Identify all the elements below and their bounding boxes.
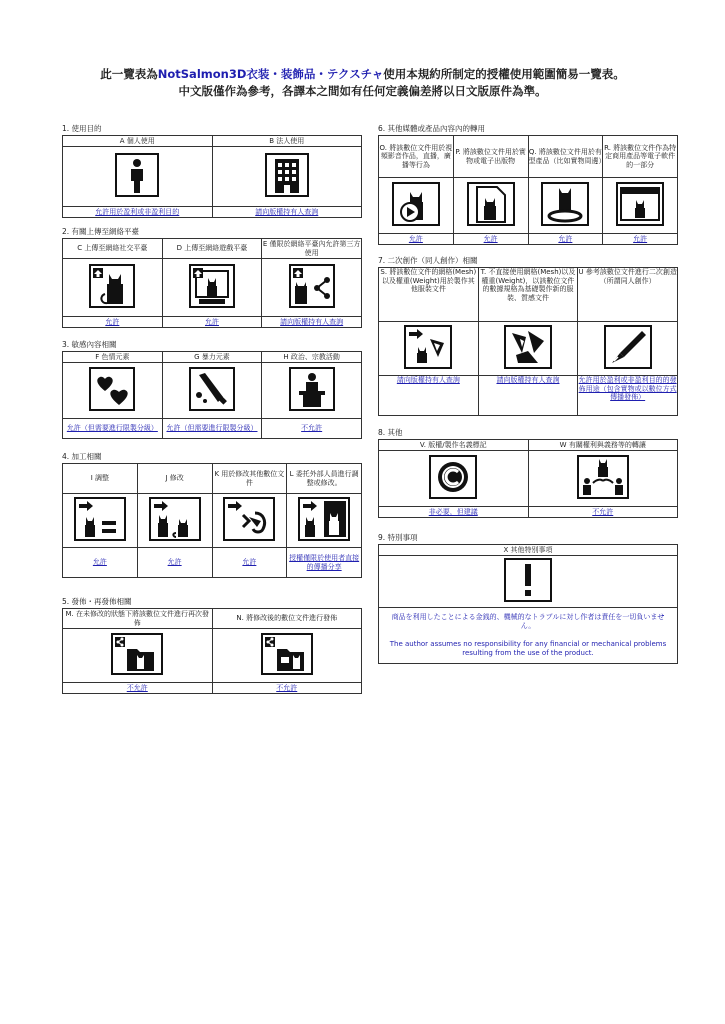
- mesh-transfer-icon: [404, 325, 452, 369]
- section-label: 2. 有關上傳至網絡平臺: [62, 227, 140, 236]
- result-allowed: 允許: [379, 234, 454, 245]
- result-inquire: 請向版權持有人查詢: [262, 317, 362, 328]
- result-allowed: 允許: [453, 234, 528, 245]
- result-allowed: 允許: [212, 548, 287, 578]
- result-not-allowed: 不允許: [262, 419, 362, 439]
- title-prefix: 此一覽表為: [100, 67, 158, 81]
- col-header: E 僅限於網絡平臺內允許第三方使用: [262, 240, 361, 257]
- section-label: 4. 加工相關: [62, 452, 102, 461]
- col-header: G 暴力元素: [162, 352, 262, 363]
- office-building-icon: [265, 153, 309, 197]
- result-allowed: 允許: [63, 548, 138, 578]
- outsource-icon: [298, 497, 350, 541]
- col-header: C 上傳至網絡社交平臺: [63, 239, 163, 259]
- section-processing: [62, 452, 362, 578]
- col-header: H 政治、宗教活動: [262, 352, 362, 363]
- section-redistribution: [62, 597, 362, 694]
- disclaimer-english: The author assumes no responsibility for any financial or mechanical problems resulting from the use of the product.: [389, 640, 667, 657]
- section-label: 8. 其他: [378, 428, 403, 437]
- result-limited: 授權僅限於使用者直接的傳播分享: [287, 548, 362, 578]
- result-inquire: 請向版權持有人查詢: [478, 376, 578, 416]
- col-header: D 上傳至網絡遊戲平臺: [162, 239, 262, 259]
- result-recommended: 非必要，但建議: [379, 507, 529, 518]
- section-upload: [62, 227, 362, 328]
- col-header: F 色情元素: [63, 352, 163, 363]
- section-sensitive: [62, 340, 362, 439]
- col-header: A 個人使用: [63, 136, 213, 147]
- modify-other-icon: [223, 497, 275, 541]
- disclaimer-japanese: 商品を利用したことによる金銭的、機械的なトラブルに対し作者は責任を一切負いません。: [391, 613, 665, 630]
- col-header: O. 將該數位文件用於視頻影音作品，直播，廣播等行為: [379, 136, 454, 178]
- col-header: I 調整: [63, 464, 138, 494]
- col-header: V. 版權/製作名義標記: [379, 440, 529, 451]
- col-header: Q. 將該數位文件用於有型產品（比如實物周邊）: [528, 136, 603, 178]
- section-label: 9. 特別事項: [378, 533, 418, 542]
- section-label: 5. 發佈・再發佈相關: [62, 597, 132, 606]
- col-header: X 其他特別事項: [379, 545, 678, 556]
- fabric-pieces-icon: [504, 325, 552, 369]
- upload-game-icon: [189, 264, 235, 308]
- title-brand: NotSalmon3D衣装・装飾品・テクスチャ: [157, 67, 384, 81]
- software-window-icon: [616, 182, 664, 226]
- video-play-icon: [392, 182, 440, 226]
- page-title: [0, 66, 725, 100]
- section-usage-purpose: [62, 124, 362, 218]
- document-icon: [467, 182, 515, 226]
- section-special-notes: [378, 533, 678, 664]
- result-allowed: 允許: [603, 234, 678, 245]
- result-not-allowed: 不允許: [528, 507, 678, 518]
- result-inquire: 請向版權持有人查詢: [379, 376, 479, 416]
- copyright-icon: [429, 455, 477, 499]
- col-header: T. 不直接使用網格(Mesh)以及權重(Weight)，以該數位文件的數據規格為基礎製作新的服裝、質感文件: [478, 268, 578, 322]
- title-line-1: [0, 66, 725, 83]
- result-allowed: 允許: [137, 548, 212, 578]
- section-derivative-works: [378, 256, 678, 416]
- col-header: W 有關權利與義務等的轉讓: [528, 440, 678, 451]
- upload-cat-icon: [89, 264, 135, 308]
- exclamation-icon: [504, 558, 552, 602]
- bloody-knife-icon: [189, 367, 235, 411]
- section-other-media: [378, 124, 678, 245]
- figure-base-icon: [541, 182, 589, 226]
- redistribute-icon: [111, 633, 163, 675]
- col-header: L 委托外部人員進行調整或修改。: [287, 464, 362, 494]
- pen-nib-icon: [604, 325, 652, 369]
- col-header: U 參考該數位文件進行二次創造（所謂同人創作）: [578, 268, 678, 322]
- result-allowed: 允許: [162, 317, 262, 328]
- col-header: K 用於修改其他數位文件: [212, 464, 287, 494]
- result-not-allowed: 不允許: [212, 683, 362, 694]
- col-header: P. 將該數位文件用於實物或電子出版物: [453, 136, 528, 178]
- col-header: M. 在未修改的狀態下將該數位文件進行再次發佈: [63, 609, 213, 629]
- section-label: 6. 其他媒體或產品內容內的轉用: [378, 124, 486, 133]
- share-network-icon: [289, 264, 335, 308]
- col-header: J 修改: [137, 464, 212, 494]
- title-line-2: 中文版僅作為參考，各譯本之間如有任何定義偏差將以日文版原件為準。: [178, 84, 547, 98]
- modify-icon: [149, 497, 201, 541]
- col-header: S. 將該數位文件的網格(Mesh)以及權重(Weight)用於製作其他服裝文件: [379, 268, 479, 322]
- col-header: R. 將該數位文件作為特定商用產品等電子軟件的一部分: [603, 136, 678, 178]
- section-label: 1. 使用目的: [62, 124, 102, 133]
- section-other: [378, 428, 678, 518]
- person-icon: [115, 153, 159, 197]
- adjust-icon: [74, 497, 126, 541]
- result-allowed: 允許用於盈利或非盈利目的: [63, 207, 213, 218]
- col-header: B 法人使用: [212, 136, 362, 147]
- result-allowed-rated: 允許（但需要進行限製分級）: [63, 419, 163, 439]
- result-inquire: 請向版權持有人查詢: [212, 207, 362, 218]
- redistribute-modified-icon: [261, 633, 313, 675]
- section-label: 7. 二次創作（同人創作）相關: [378, 256, 478, 265]
- result-not-allowed: 不允許: [63, 683, 213, 694]
- hearts-icon: [89, 367, 135, 411]
- result-allowed-distribution: 允許用於盈利或非盈利目的的發佈用途（包含實物或以數位方式傳播發佈）: [578, 376, 678, 416]
- transfer-rights-icon: [577, 455, 629, 499]
- result-allowed: 允許: [528, 234, 603, 245]
- title-suffix: 使用本規約所制定的授權使用範圍簡易一覽表。: [383, 67, 625, 81]
- col-header: N. 將修改後的數位文件進行發佈: [212, 609, 362, 629]
- section-label: 3. 敏感內容相關: [62, 340, 117, 349]
- result-allowed: 允許: [63, 317, 163, 328]
- podium-speaker-icon: [289, 367, 335, 411]
- result-allowed-rated: 允許（但需要進行限製分級）: [162, 419, 262, 439]
